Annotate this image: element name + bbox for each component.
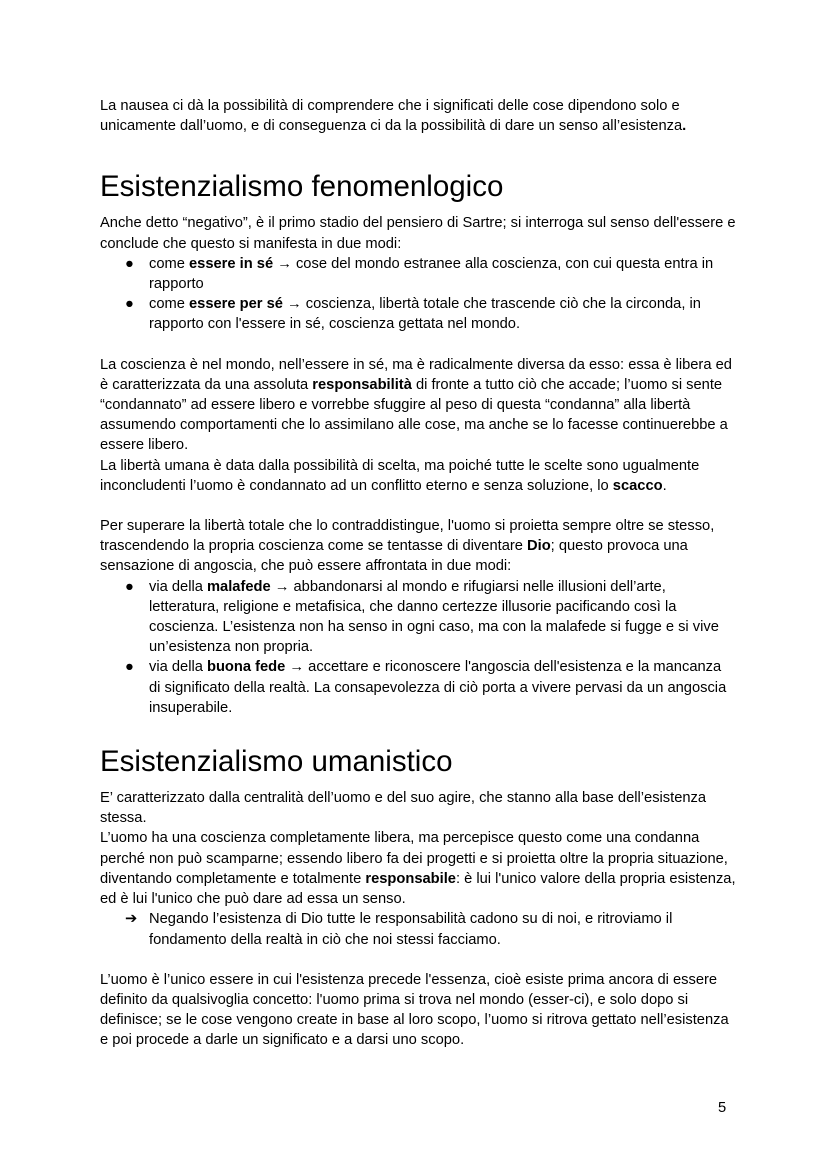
- list-item: ➔ Negando l’esistenza di Dio tutte le responsabilità cadono su di noi, e ritroviamo il fondamento della realtà in ciò che noi stessi facciamo.: [125, 911, 673, 948]
- paragraph: E’ caratterizzato dalla centralità dell’uomo e del suo agire, che stanno alla base dell’esistenza stessa.: [100, 790, 707, 827]
- bullet-icon: ●: [125, 659, 134, 676]
- paragraph: La coscienza è nel mondo, nell’essere in sé, ma è radicalmente diversa da esso: essa è libera ed è caratterizzata da una assoluta responsabilità di fronte a tutto ciò che accade; l’uomo si sente “condannato” ad essere libero e vorrebbe sfuggire al peso di questa “condanna” alla libertà assumendo comportamenti che lo assimilano alle cose, ma anche se lo facesse continuerebbe a essere libero.: [100, 356, 732, 454]
- section-heading-fenomenologico: Esistenzialismo fenomenlogico: [100, 170, 504, 204]
- paragraph: Anche detto “negativo”, è il primo stadio del pensiero di Sartre; si interroga sul senso dell'essere e conclude che questo si manifesta in due modi:: [100, 215, 736, 252]
- intro-paragraph: La nausea ci dà la possibilità di comprendere che i significati delle cose dipendono solo e unicamente dall’uomo, e di conseguenza ci da la possibilità di dare un senso all’esistenza.: [100, 98, 687, 135]
- arrow-right-icon: ➔: [125, 911, 138, 928]
- list-item: ● via della malafede → abbandonarsi al mondo e rifugiarsi nelle illusioni dell’arte, letteratura, religione e metafisica, che danno certezze illusorie pacificando così la coscienza. L’esistenza non ha senso in ogni caso, ma con la malafede si fugge e si vive un’esistenza non propria.: [125, 578, 719, 656]
- paragraph: L’uomo ha una coscienza completamente libera, ma percepisce questo come una condanna perché non può scamparne; essendo libero fa dei progetti e si proietta oltre la propria situazione, diventando completamente e totalmente responsabile: è lui l'unico valore della propria esistenza, ed è lui l'unico che può dare ad essa un senso.: [100, 830, 736, 908]
- paragraph: L’uomo è l’unico essere in cui l'esistenza precede l'essenza, cioè esiste prima ancora di essere definito da qualsivoglia concetto: l'uomo prima si trova nel mondo (esser-ci), e solo dopo si definisce; se le cose vengono create in base al loro scopo, l’uomo si ritrova gettato nell’esistenza e poi procede a darle un significato e a darsi uno scopo.: [100, 971, 729, 1049]
- section-heading-umanistico: Esistenzialismo umanistico: [100, 745, 453, 779]
- bullet-icon: ●: [125, 578, 134, 595]
- arrow-list: [100, 909, 736, 949]
- bullet-icon: ●: [125, 296, 134, 313]
- bullet-icon: ●: [125, 255, 134, 272]
- list-item: ● via della buona fede → accettare e riconoscere l'angoscia dell'esistenza e la mancanza di significato della realtà. La consapevolezza di ciò porta a vivere pervasi da un angoscia insuperabile.: [125, 659, 727, 716]
- bullet-list: [100, 577, 736, 718]
- paragraph: Per superare la libertà totale che lo contraddistingue, l'uomo si proietta sempre oltre se stesso, trascendendo la propria coscienza come se tentasse di diventare Dio; questo provoca una sensazione di angoscia, che può essere affrontata in due modi:: [100, 518, 715, 575]
- paragraph: La libertà umana è data dalla possibilità di scelta, ma poiché tutte le scelte sono ugualmente inconcludenti l’uomo è condannato ad un conflitto eterno e senza soluzione, lo scacco.: [100, 457, 700, 494]
- list-item: ● come essere per sé → coscienza, libertà totale che trascende ciò che la circonda, in rapporto con l'essere in sé, coscienza gettata nel mondo.: [125, 296, 701, 333]
- list-item: ● come essere in sé → cose del mondo estranee alla coscienza, con cui questa entra in rapporto: [125, 255, 714, 293]
- bullet-list: [100, 254, 736, 335]
- page-number: 5: [718, 1100, 727, 1116]
- document-page: [100, 96, 736, 1051]
